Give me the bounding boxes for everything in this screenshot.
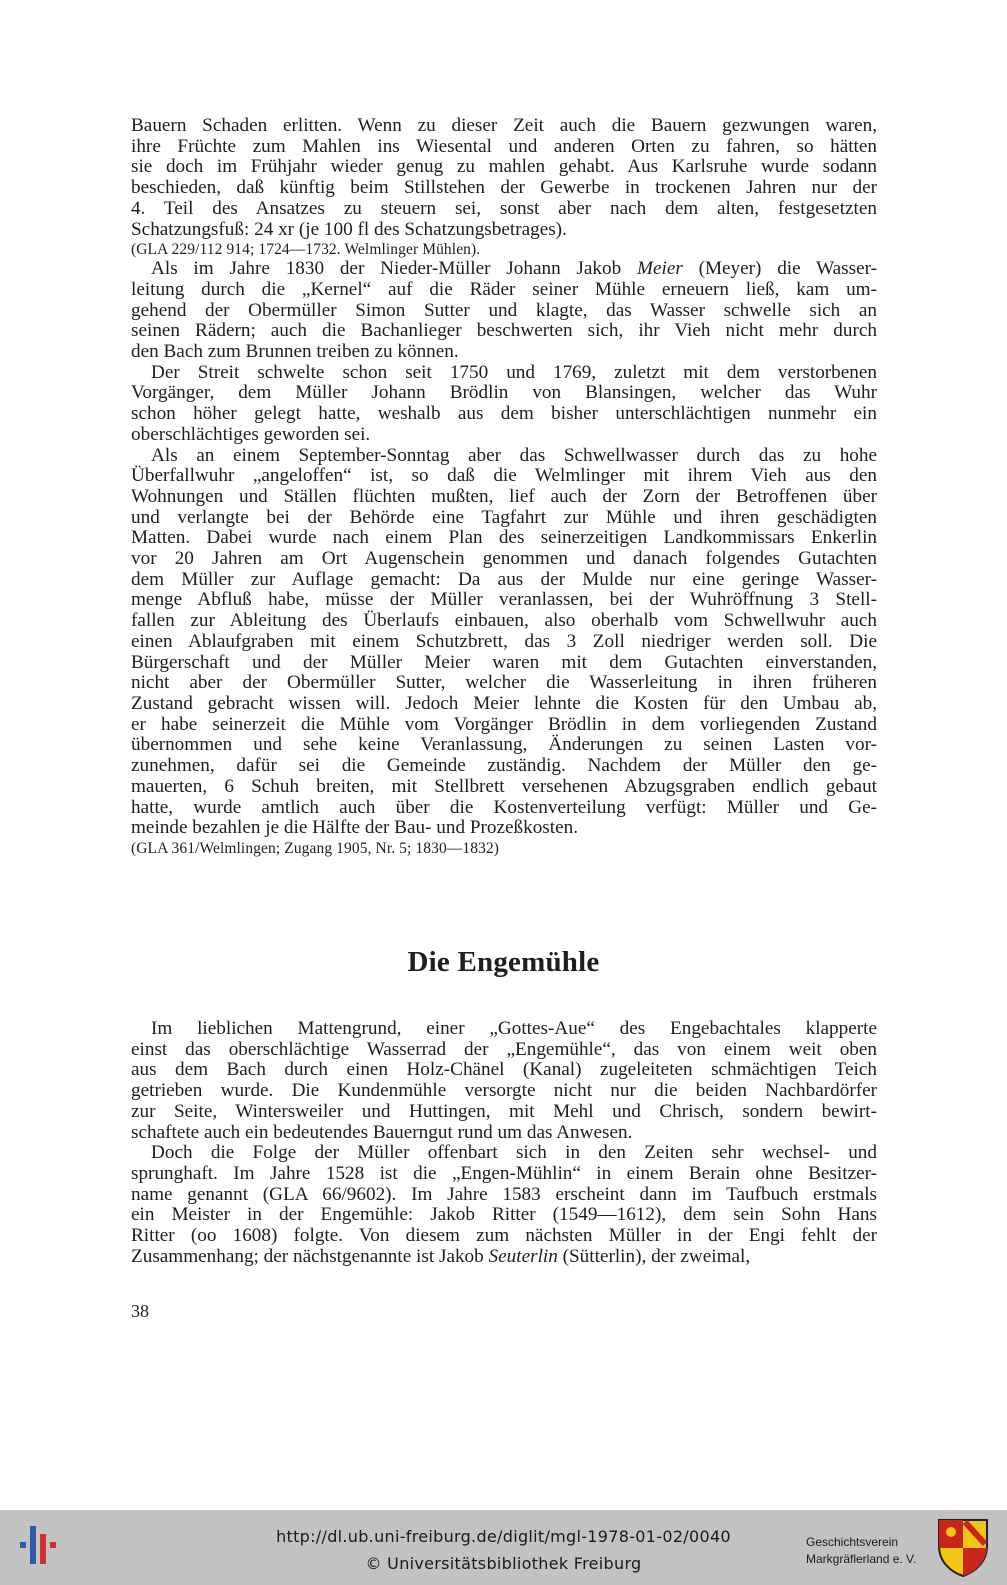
copyright-notice: © Universitätsbibliothek Freiburg bbox=[365, 1554, 642, 1573]
text-block-top bbox=[131, 116, 877, 858]
text-line: schon höher gelegt hatte, weshalb aus dem bisher unterschlächtigen nunmehr ein bbox=[131, 403, 877, 425]
text-line: seinen Rädern; auch die Bachanlieger beschwerten sich, ihr Vieh nicht mehr durch bbox=[131, 320, 877, 342]
text-line: Im lieblichen Mattengrund, einer „Gottes-Aue“ des Engebachtales klapperte bbox=[151, 1018, 877, 1039]
text-line: sie doch im Frühjahr wieder genug zu mahlen gehabt. Aus Karlsruhe wurde sodann bbox=[131, 156, 877, 178]
text-line: hatte, wurde amtlich auch über die Kostenverteilung verfügt: Müller und Ge- bbox=[131, 796, 877, 818]
text-block-engemuehle bbox=[131, 1019, 877, 1267]
text-line: er habe seinerzeit die Mühle vom Vorgänger Brödlin in dem vorliegenden Zustand bbox=[131, 713, 877, 735]
text-line: Doch die Folge der Müller offenbart sich in den Zeiten sehr wechsel- und bbox=[151, 1142, 877, 1164]
text-line: Bürgerschaft und der Müller Meier waren mit dem Gutachten einverstanden, bbox=[131, 651, 877, 673]
text-line: leitung durch die „Kernel“ auf die Räder seiner Mühle erneuern ließ, kam um- bbox=[131, 278, 877, 300]
text-line: beschieden, daß künftig beim Stillstehen der Gewerbe in trockenen Jahren nur der bbox=[131, 177, 877, 199]
text-line: 4. Teil des Ansatzes zu steuern sei, sonst aber nach dem alten, festgesetzten bbox=[131, 197, 877, 219]
text-line: Zusammenhang; der nächstgenannte ist Jakob Seuterlin (Sütterlin), der zweimal, bbox=[131, 1245, 751, 1267]
text-line: sprunghaft. Im Jahre 1528 ist die „Engen-Mühlin“ in einem Berain ohne Besitzer- bbox=[131, 1162, 877, 1184]
text-line: Vorgänger, dem Müller Johann Brödlin von Blansingen, welcher das Wuhr bbox=[131, 382, 877, 404]
text-line: menge Abfluß habe, müsse der Müller veranlassen, bei der Wuhröffnung 3 Stell- bbox=[131, 589, 877, 611]
text-line: Als an einem September-Sonntag aber das Schwellwasser durch das zu hohe bbox=[151, 444, 877, 466]
society-name bbox=[806, 1534, 916, 1568]
text-line: dem Müller zur Auflage gemacht: Da aus der Mulde nur eine geringe Wasser- bbox=[131, 568, 877, 590]
text-line: zur Seite, Wintersweiler und Huttingen, mit Mehl und Chrisch, sondern bewirt- bbox=[131, 1100, 877, 1122]
text-line: übernommen und sehe keine Veranlassung, Änderungen zu seinen Lasten vor- bbox=[131, 734, 877, 756]
text-line: ein Meister in der Engemühle: Jakob Ritter (1549—1612), dem sein Sohn Hans bbox=[131, 1204, 877, 1226]
society-crest-icon bbox=[935, 1516, 991, 1578]
text-line: Als im Jahre 1830 der Nieder-Müller Johann Jakob Meier (Meyer) die Wasser- bbox=[151, 258, 878, 280]
text-line: zunehmen, dafür sei die Gemeinde zuständig. Nachdem der Müller den ge- bbox=[131, 755, 877, 777]
text-line: schaftete auch ein bedeutendes Bauerngut rund um das Anwesen. bbox=[131, 1121, 633, 1143]
document-url[interactable]: http://dl.ub.uni-freiburg.de/diglit/mgl-1978-01-02/0040 bbox=[276, 1527, 731, 1546]
text-line: fallen zur Ableitung des Überlaufs einbauen, also oberhalb vom Schwellwuhr auch bbox=[131, 610, 877, 632]
text-line: Bauern Schaden erlitten. Wenn zu dieser Zeit auch die Bauern gezwungen waren, bbox=[131, 115, 877, 136]
text-line: und verlangte bei der Behörde eine Tagfahrt zur Mühle und ihren geschädigten bbox=[131, 506, 877, 528]
text-line: gehend der Obermüller Simon Sutter und klagte, das Wasser schwelle sich an bbox=[131, 299, 877, 321]
text-line: aus dem Bach durch einen Holz-Chänel (Kanal) zugeleiteten schmächtigen Teich bbox=[131, 1059, 877, 1081]
text-line: mauerten, 6 Schuh breiten, mit Stellbrett versehenen Abzugsgraben endlich gebaut bbox=[131, 775, 877, 797]
source-citation: (GLA 229/112 914; 1724—1732. Welmlinger Mühlen). bbox=[131, 241, 481, 259]
society-name-line1: Geschichtsverein bbox=[806, 1535, 899, 1549]
source-citation: (GLA 361/Welmlingen; Zugang 1905, Nr. 5; 1830—1832) bbox=[131, 839, 500, 857]
text-line: name genannt (GLA 66/9602). Im Jahre 1583 erscheint dann im Taufbuch erstmals bbox=[131, 1183, 877, 1205]
text-line: Der Streit schwelte schon seit 1750 und 1769, zuletzt mit dem verstorbenen bbox=[151, 361, 877, 383]
text-line: den Bach zum Brunnen treiben zu können. bbox=[131, 341, 459, 363]
text-line: Überfallwuhr „angeloffen“ ist, so daß die Welmlinger mit ihrem Vieh aus den bbox=[131, 465, 877, 487]
text-line: Zustand gebracht wissen will. Jedoch Meier lehnte die Kosten für den Umbau ab, bbox=[131, 692, 877, 714]
text-line: vor 20 Jahren am Ort Augenschein genommen und danach folgendes Gutachten bbox=[131, 548, 877, 570]
section-heading: Die Engemühle bbox=[407, 946, 600, 978]
text-line: ihre Früchte zum Mahlen ins Wiesental und anderen Orten zu fahren, so hätten bbox=[131, 135, 877, 157]
text-line: Ritter (oo 1608) folgte. Von diesem zum nächsten Müller in der Engi fehlt der bbox=[131, 1225, 877, 1247]
text-line: meinde bezahlen je die Hälfte der Bau- und Prozeßkosten. bbox=[131, 817, 579, 839]
text-line: nicht aber der Obermüller Sutter, welcher die Wasserleitung in ihren früheren bbox=[131, 672, 877, 694]
text-line: Matten. Dabei wurde nach einem Plan des seinerzeitigen Landkommissars Enkerlin bbox=[131, 527, 877, 549]
text-line: oberschlächtiges geworden sei. bbox=[131, 423, 371, 445]
text-line: einen Ablaufgraben mit einem Schutzbrett, das 3 Zoll niedriger werden soll. Die bbox=[131, 630, 877, 652]
text-line: Schatzungsfuß: 24 xr (je 100 fl des Schatzungsbetrages). bbox=[131, 218, 567, 240]
text-line: getrieben wurde. Die Kundenmühle versorgte nicht nur die beiden Nachbardörfer bbox=[131, 1080, 877, 1102]
viewer-footer bbox=[0, 1510, 1007, 1585]
text-line: Wohnungen und Ställen flüchten mußten, lief auch der Zorn der Betroffenen über bbox=[131, 485, 877, 507]
page-number: 38 bbox=[131, 1301, 149, 1321]
text-line: einst das oberschlächtige Wasserrad der „Engemühle“, das von einem weit oben bbox=[131, 1038, 877, 1060]
society-name-line2: Markgräflerland e. V. bbox=[806, 1552, 917, 1566]
